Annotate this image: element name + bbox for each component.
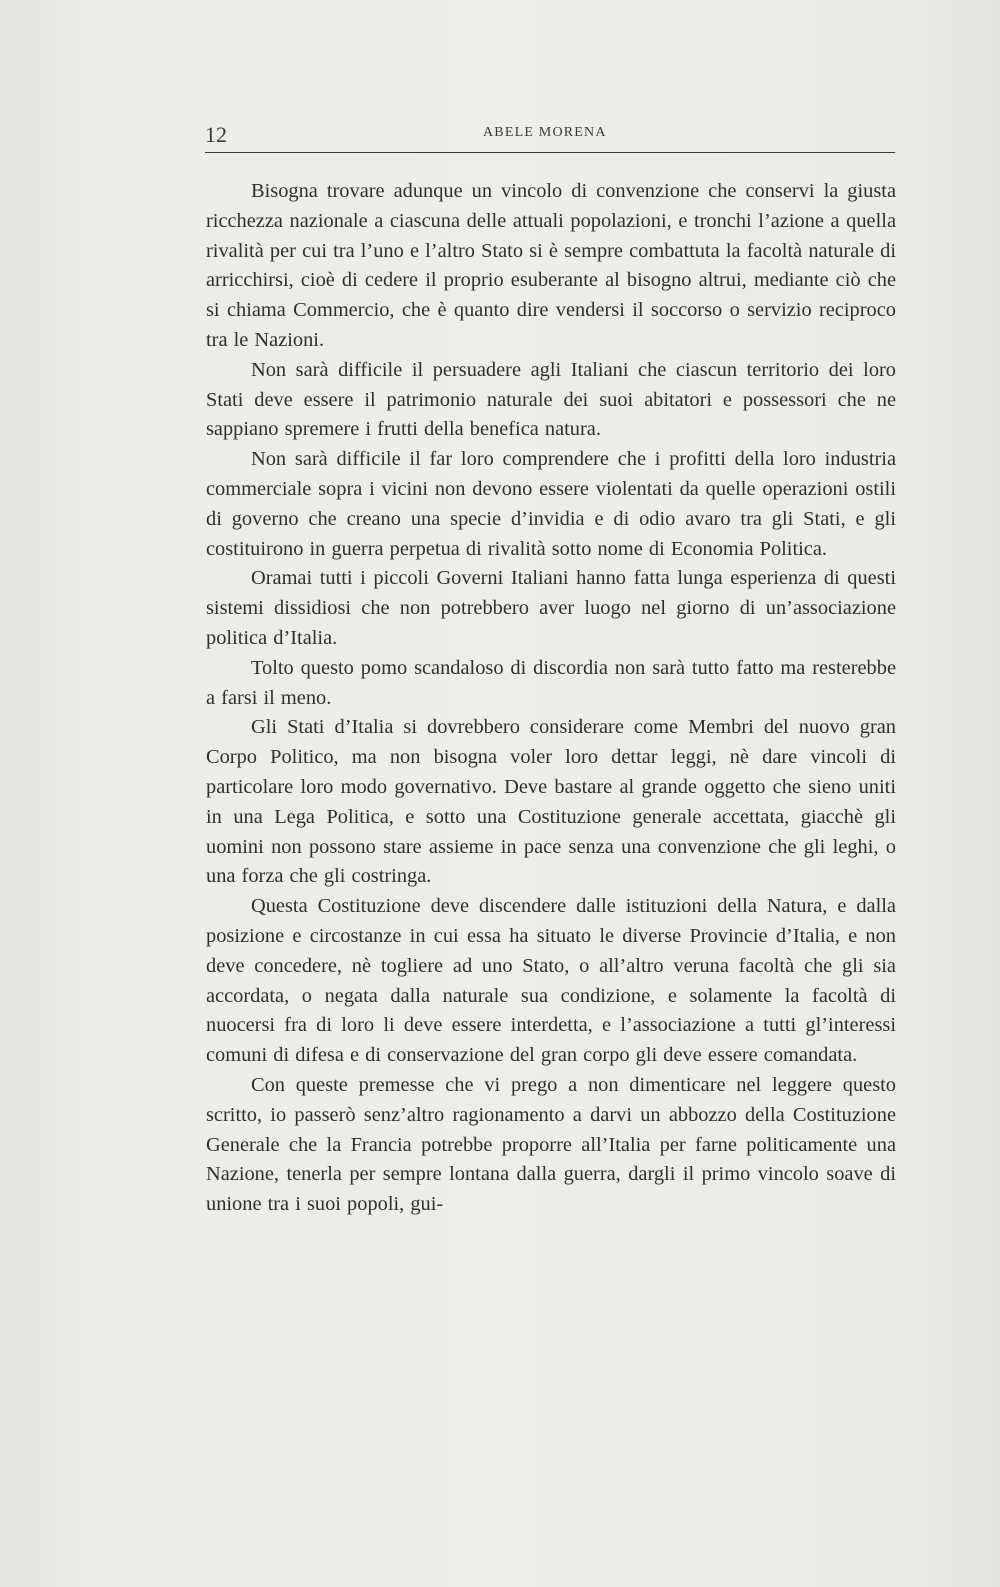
paragraph: Questa Costituzione deve discendere dalle istituzioni della Natura, e dalla posizione e circostanze in cui essa ha situato le diverse Provincie d’Italia, e non deve concedere, nè togliere ad uno Stato, o all’altro veruna facoltà che gli sia accordata, o negata dalla naturale sua condizione, e solamente la facoltà di nuocersi fra di loro li deve essere interdetta, e l’associazione a tutti gl’interessi comuni di difesa e di conservazione del gran corpo gli deve essere comandata.: [206, 895, 896, 1067]
running-head: ABELE MORENA: [483, 125, 607, 140]
paragraph: Gli Stati d’Italia si dovrebbero considerare come Membri del nuovo gran Corpo Politico, ma non bisogna voler loro dettar leggi, nè dare vincoli di particolare loro modo governativo. Deve bastare al grande oggetto che sieno uniti in una Lega Politica, e sotto una Costituzione generale accettata, giacchè gli uomini non possono stare assieme in pace senza una convenzione che gli leghi, o una forza che gli costringa.: [206, 716, 896, 888]
body-text: [206, 177, 896, 1220]
header-rule: [205, 152, 895, 153]
paragraph: Tolto questo pomo scandaloso di discordia non sarà tutto fatto ma resterebbe a farsi il meno.: [206, 656, 896, 709]
paragraph: Oramai tutti i piccoli Governi Italiani hanno fatta lunga esperienza di questi sistemi dissidiosi che non potrebbero aver luogo nel giorno di un’associazione politica d’Italia.: [206, 567, 896, 649]
page-number: 12: [205, 122, 227, 147]
paragraph: Non sarà difficile il persuadere agli Italiani che ciascun territorio dei loro Stati deve essere il patrimonio naturale dei suoi abitatori e possessori che ne sappiano spremere i frutti della benefica natura.: [206, 358, 896, 441]
page-header: [205, 122, 895, 152]
paragraph: Con queste premesse che vi prego a non dimenticare nel leggere questo scritto, io passerò senz’altro ragionamento a darvi un abbozzo della Costituzione Generale che la Francia potrebbe proporre all’Italia per farne politicamente una Nazione, tenerla per sempre lontana dalla guerra, dargli il primo vincolo soave di unione tra i suoi popoli, gui-: [206, 1073, 896, 1216]
paragraph: Non sarà difficile il far loro comprendere che i profitti della loro industria commerciale sopra i vicini non devono essere violentati da quelle operazioni ostili di governo che creano una specie d’invidia e di odio avaro tra gli Stati, e gli costituirono in guerra perpetua di rivalità sotto nome di Economia Politica.: [206, 448, 896, 560]
paragraph: Bisogna trovare adunque un vincolo di convenzione che conservi la giusta ricchezza nazionale a ciascuna delle attuali popolazioni, e tronchi l’azione a quella rivalità per cui tra l’uno e l’altro Stato si è sempre combattuta la facoltà naturale di arricchirsi, cioè di cedere il proprio esuberante al bisogno altrui, mediante ciò che si chiama Commercio, che è quanto dire vendersi il soccorso o servizio reciproco tra le Nazioni.: [206, 180, 896, 351]
